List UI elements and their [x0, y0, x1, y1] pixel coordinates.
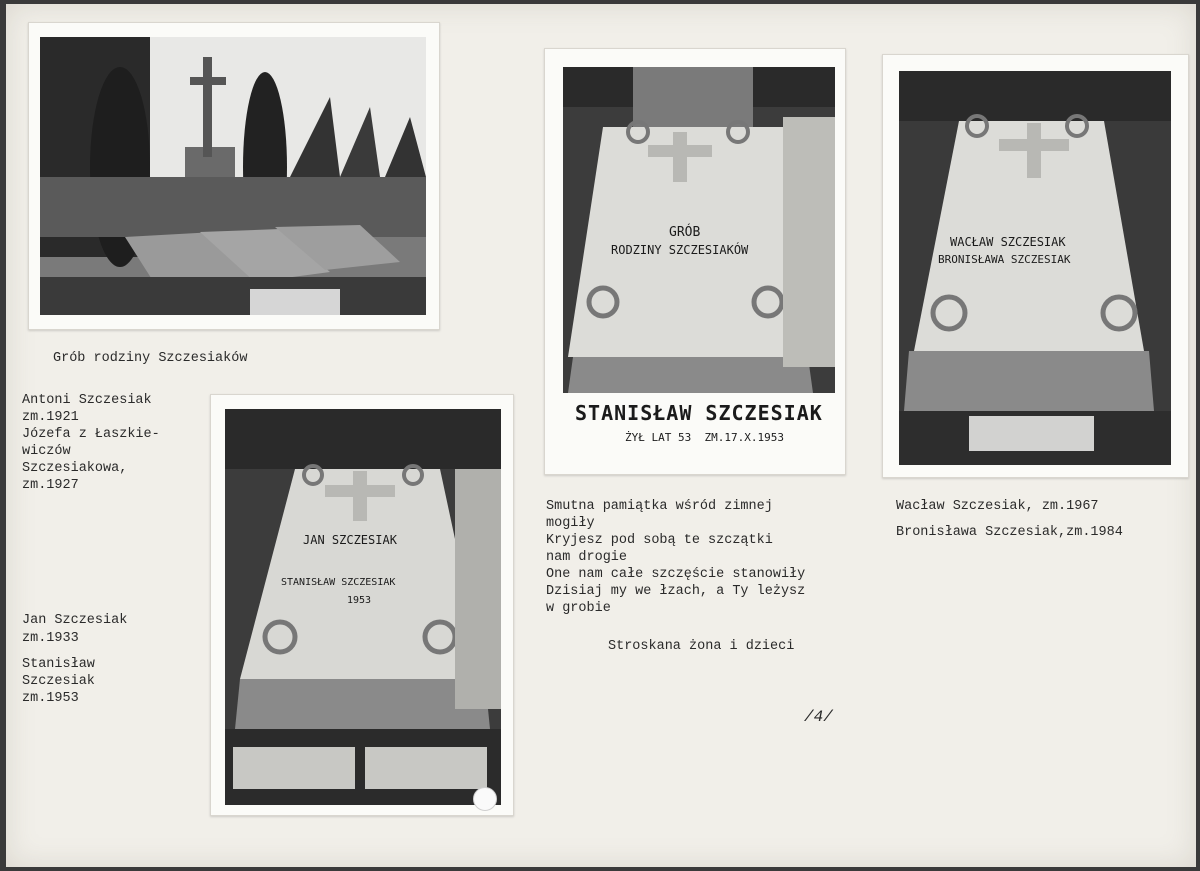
caption-stanislaw-2: Szczesiak	[22, 674, 95, 689]
caption-stanislaw-3: zm.1953	[22, 691, 79, 706]
photo-mount-cemetery	[28, 22, 440, 330]
slab-line-1: WACŁAW SZCZESIAK	[950, 235, 1066, 249]
poem-line-7: w grobie	[546, 601, 611, 616]
slab-line-2: BRONISŁAWA SZCZESIAK	[938, 253, 1071, 266]
poem-line-4: nam drogie	[546, 550, 628, 565]
caption-waclaw: Wacław Szczesiak, zm.1967	[896, 499, 1099, 514]
caption-title: Grób rodziny Szczesiaków	[53, 351, 248, 366]
cemetery-overview-photo	[40, 37, 426, 315]
caption-antoni-6: zm.1927	[22, 478, 79, 493]
poem-line-2: mogiły	[546, 516, 595, 531]
caption-antoni-4: wiczów	[22, 444, 71, 459]
photo-mount-stanislaw	[544, 48, 846, 475]
caption-antoni-3: Józefa z Łaszkie-	[22, 427, 160, 442]
caption-stanislaw-1: Stanisław	[22, 657, 95, 672]
caption-bronislawa: Bronisława Szczesiak,zm.1984	[896, 525, 1123, 540]
binder-hole	[473, 787, 497, 811]
photo-mount-waclaw	[882, 54, 1189, 478]
waclaw-grave-photo	[899, 71, 1171, 465]
poem-line-3: Kryjesz pod sobą te szczątki	[546, 533, 773, 548]
jan-grave-photo	[225, 409, 501, 805]
poem-line-5: One nam całe szczęście stanowiły	[546, 567, 806, 582]
slab-line-2: RODZINY SZCZESIAKÓW	[611, 243, 749, 257]
caption-antoni-5: Szczesiakowa,	[22, 461, 128, 476]
caption-jan-1: Jan Szczesiak	[22, 613, 128, 628]
slab-line-1: JAN SZCZESIAK	[303, 533, 397, 547]
slab-line-1: GRÓB	[669, 225, 701, 240]
caption-antoni-2: zm.1921	[22, 410, 79, 425]
caption-name: STANISŁAW SZCZESIAK	[575, 401, 823, 425]
poem-line-1: Smutna pamiątka wśród zimnej	[546, 499, 773, 514]
slab-line-2: STANISŁAW SZCZESIAK	[281, 577, 396, 588]
page-number: /4/	[804, 708, 833, 726]
caption-dates: ŻYŁ LAT 53 ZM.17.X.1953	[625, 431, 784, 444]
caption-jan-2: zm.1933	[22, 631, 79, 646]
slab-line-3: 1953	[347, 595, 372, 606]
poem-signature: Stroskana żona i dzieci	[608, 639, 795, 654]
album-page	[6, 4, 1196, 867]
caption-antoni-1: Antoni Szczesiak	[22, 393, 152, 408]
photo-mount-jan	[210, 394, 514, 816]
poem-line-6: Dzisiaj my we łzach, a Ty leżysz	[546, 584, 806, 599]
